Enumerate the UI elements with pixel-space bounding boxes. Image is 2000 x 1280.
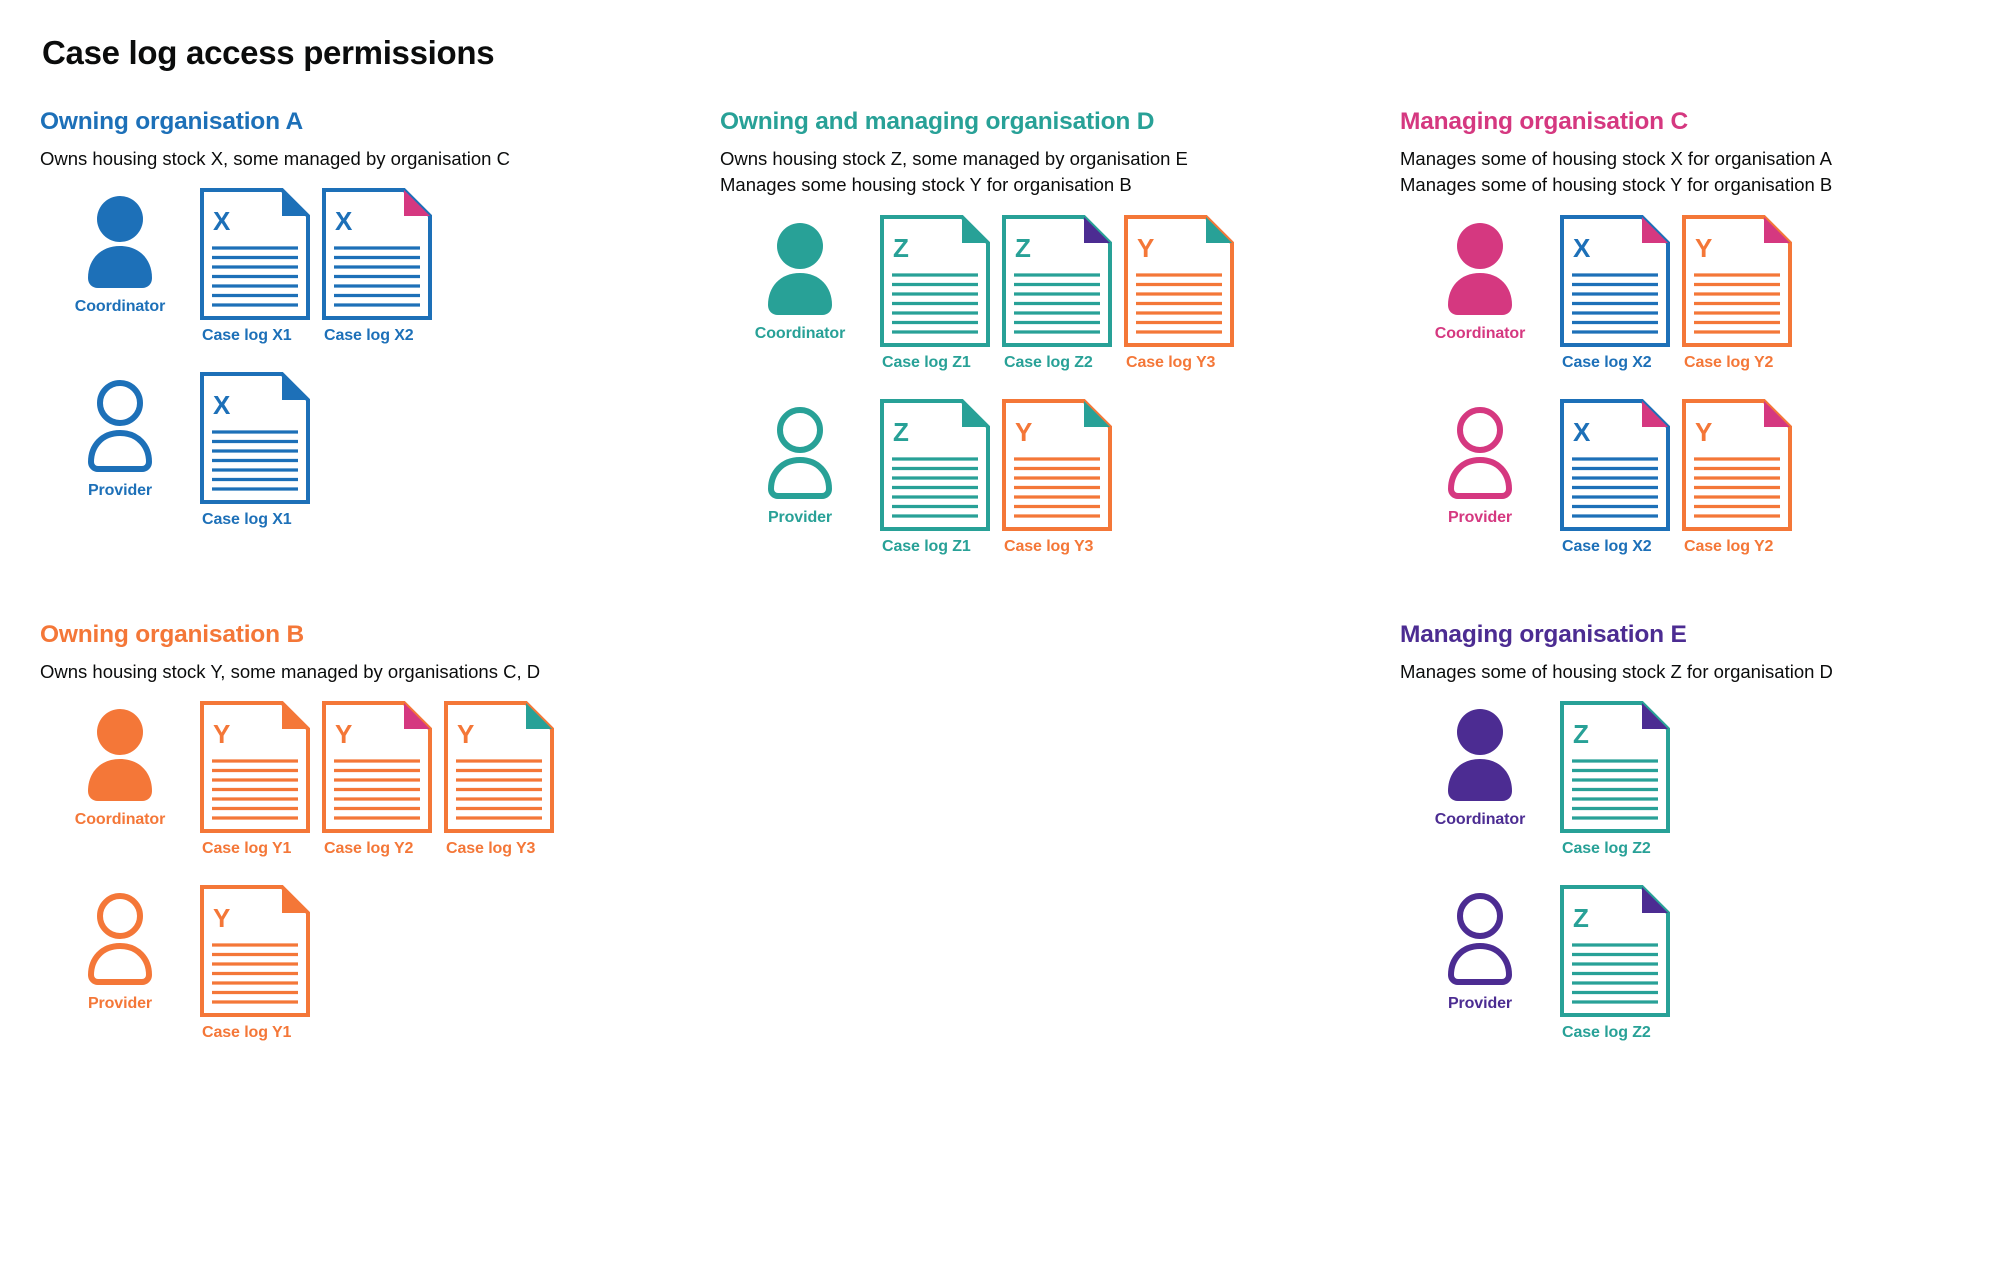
panel-description-line: Manages some housing stock Y for organisation B [720, 174, 1132, 196]
role-row-coordinator [720, 215, 1400, 393]
case-log-list [200, 372, 310, 529]
person-outline-icon [1438, 891, 1522, 987]
case-log-document-icon [1560, 215, 1670, 347]
case-log-label: Case log Y1 [202, 1023, 292, 1041]
case-log-document-icon [200, 701, 310, 833]
role-coordinator [40, 188, 200, 316]
case-log-document-icon [200, 188, 310, 320]
svg-text:Y: Y [1695, 416, 1713, 447]
person-filled-icon [78, 194, 162, 290]
role-label: Provider [87, 482, 153, 500]
svg-text:Z: Z [1573, 902, 1589, 933]
case-log-label: Case log X1 [202, 511, 292, 529]
case-log-label: Case log Y2 [324, 839, 414, 857]
role-row-provider [1400, 885, 2000, 1063]
case-log-document-icon [1002, 215, 1112, 347]
case-log-item[interactable] [444, 701, 554, 858]
case-log-document-icon [1560, 399, 1670, 531]
role-label: Provider [1447, 508, 1513, 526]
role-row-provider [720, 399, 1400, 577]
case-log-label: Case log X1 [202, 327, 292, 345]
panel-title: Managing organisation C [1400, 108, 1689, 135]
case-log-item[interactable] [1682, 215, 1792, 372]
role-row-coordinator [40, 188, 720, 366]
person-filled-icon [1438, 707, 1522, 803]
role-row-coordinator [40, 701, 720, 879]
case-log-document-icon [880, 399, 990, 531]
svg-text:Z: Z [893, 416, 909, 447]
case-log-item[interactable] [880, 399, 990, 556]
case-log-document-icon [1560, 701, 1670, 833]
case-log-list [1560, 701, 1670, 858]
case-log-document-icon [1124, 215, 1234, 347]
case-log-list [880, 399, 1112, 556]
case-log-list [880, 215, 1234, 372]
person-outline-icon [78, 378, 162, 474]
panel-owning-and-managing-organisation-d [720, 108, 1400, 577]
panel-spacer [720, 621, 1400, 1063]
role-coordinator [40, 701, 200, 829]
svg-text:X: X [1573, 416, 1591, 447]
person-outline-icon [758, 405, 842, 501]
role-coordinator [1400, 701, 1560, 829]
case-log-item[interactable] [200, 188, 310, 345]
panel-description-line: Manages some of housing stock Z for organisation D [1400, 660, 1833, 682]
svg-text:Z: Z [1573, 718, 1589, 749]
case-log-list [1560, 399, 1792, 556]
case-log-document-icon [1560, 885, 1670, 1017]
panel-grid [40, 108, 1960, 1063]
role-label: Coordinator [74, 298, 166, 316]
case-log-document-icon [322, 188, 432, 320]
person-filled-icon [758, 221, 842, 317]
case-log-document-icon [1682, 215, 1792, 347]
case-log-label: Case log Z1 [882, 353, 971, 371]
panel-owning-organisation-a [40, 108, 720, 577]
svg-text:Y: Y [1695, 232, 1713, 263]
case-log-label: Case log Y2 [1684, 353, 1774, 371]
panel-description-line: Owns housing stock Z, some managed by organisation E [720, 148, 1188, 169]
case-log-item[interactable] [322, 701, 432, 858]
case-log-item[interactable] [1002, 399, 1112, 556]
case-log-label: Case log Y3 [1004, 537, 1094, 555]
svg-text:X: X [335, 206, 353, 237]
case-log-label: Case log Z2 [1562, 1023, 1651, 1041]
role-coordinator [720, 215, 880, 343]
role-coordinator [1400, 215, 1560, 343]
panel-description [1400, 146, 2000, 199]
case-log-document-icon [880, 215, 990, 347]
case-log-label: Case log Y3 [446, 839, 536, 857]
panel-title: Managing organisation E [1400, 620, 1687, 648]
panel-description-line: Manages some of housing stock Y for organisation B [1400, 174, 1833, 196]
case-log-label: Case log Z2 [1004, 353, 1093, 371]
svg-text:Y: Y [213, 718, 231, 749]
panel-title: Owning organisation A [40, 108, 304, 135]
svg-text:Z: Z [1015, 232, 1031, 263]
case-log-item[interactable] [322, 188, 432, 345]
role-provider [40, 372, 200, 500]
case-log-document-icon [444, 701, 554, 833]
role-provider [720, 399, 880, 527]
case-log-item[interactable] [1002, 215, 1112, 372]
case-log-document-icon [200, 885, 310, 1017]
panel-description-line: Owns housing stock X, some managed by organisation C [40, 148, 510, 169]
case-log-list [200, 188, 432, 345]
case-log-label: Case log Y3 [1126, 353, 1216, 371]
role-row-provider [1400, 399, 2000, 577]
case-log-item[interactable] [880, 215, 990, 372]
case-log-item[interactable] [1560, 701, 1670, 858]
case-log-document-icon [1682, 399, 1792, 531]
case-log-item[interactable] [200, 885, 310, 1042]
svg-text:X: X [1573, 232, 1591, 263]
panel-description-line: Manages some of housing stock X for organisation A [1400, 148, 1832, 169]
case-log-list [200, 701, 554, 858]
panel-description [40, 146, 680, 172]
case-log-item[interactable] [1560, 399, 1670, 556]
case-log-list [200, 885, 310, 1042]
case-log-document-icon [322, 701, 432, 833]
role-label: Coordinator [1434, 810, 1526, 828]
panel-managing-organisation-c [1400, 108, 2000, 577]
case-log-item[interactable] [200, 701, 310, 858]
role-provider [1400, 885, 1560, 1013]
panel-description-line: Owns housing stock Y, some managed by organisations C, D [40, 660, 541, 682]
person-filled-icon [1438, 221, 1522, 317]
person-outline-icon [78, 891, 162, 987]
svg-text:Y: Y [1015, 416, 1033, 447]
case-log-label: Case log Y2 [1684, 537, 1774, 555]
case-log-document-icon [200, 372, 310, 504]
panel-title: Owning organisation B [40, 620, 304, 648]
case-log-list [1560, 215, 1792, 372]
role-label: Coordinator [1434, 324, 1526, 342]
case-log-label: Case log Z2 [1562, 839, 1651, 857]
svg-text:X: X [213, 390, 231, 421]
person-outline-icon [1438, 405, 1522, 501]
panel-title: Owning and managing organisation D [720, 108, 1155, 135]
panel-description [720, 146, 1360, 199]
role-provider [1400, 399, 1560, 527]
case-log-label: Case log Z1 [882, 537, 971, 555]
role-row-coordinator [1400, 701, 2000, 879]
role-row-provider [40, 885, 720, 1063]
role-label: Provider [87, 994, 153, 1012]
case-log-item[interactable] [1560, 885, 1670, 1042]
svg-text:Z: Z [893, 232, 909, 263]
case-log-list [1560, 885, 1670, 1042]
role-row-coordinator [1400, 215, 2000, 393]
svg-text:Y: Y [457, 718, 475, 749]
page-title: Case log access permissions [42, 34, 495, 71]
panel-description [1400, 659, 2000, 685]
panel-description [40, 659, 680, 685]
case-log-label: Case log X2 [1562, 537, 1652, 555]
case-log-item[interactable] [1560, 215, 1670, 372]
role-provider [40, 885, 200, 1013]
case-log-label: Case log Y1 [202, 839, 292, 857]
person-filled-icon [78, 707, 162, 803]
role-label: Coordinator [754, 324, 846, 342]
panel-owning-organisation-b [40, 621, 720, 1063]
role-label: Provider [767, 508, 833, 526]
case-log-label: Case log X2 [324, 327, 414, 345]
panel-managing-organisation-e [1400, 621, 2000, 1063]
svg-text:Y: Y [213, 902, 231, 933]
case-log-item[interactable] [1682, 399, 1792, 556]
role-label: Coordinator [74, 810, 166, 828]
svg-text:Y: Y [335, 718, 353, 749]
role-row-provider [40, 372, 720, 550]
case-log-document-icon [1002, 399, 1112, 531]
svg-text:Y: Y [1137, 232, 1155, 263]
role-label: Provider [1447, 994, 1513, 1012]
case-log-label: Case log X2 [1562, 353, 1652, 371]
svg-text:X: X [213, 206, 231, 237]
case-log-item[interactable] [200, 372, 310, 529]
case-log-item[interactable] [1124, 215, 1234, 372]
